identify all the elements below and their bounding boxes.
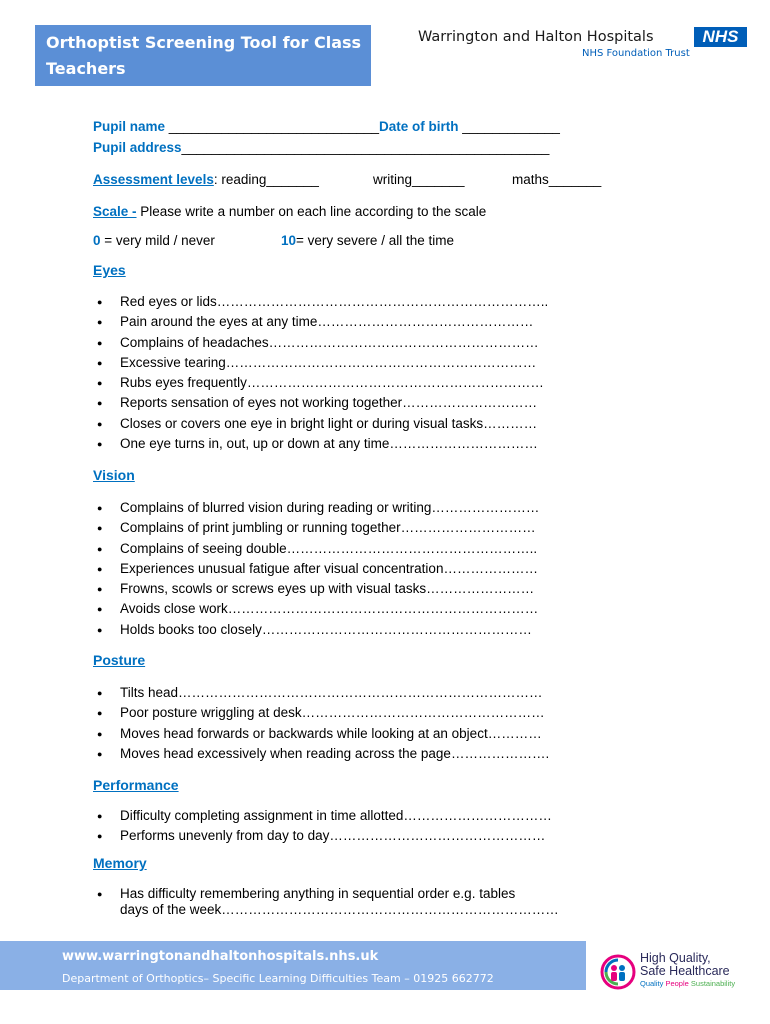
performance-list — [93, 806, 552, 847]
quality-logo-icon — [600, 954, 636, 990]
vision-item-text: Complains of blurred vision during reading or writing…………………… — [120, 500, 540, 515]
bullet-icon: ● — [97, 604, 103, 615]
badge-tag-people: People — [665, 979, 689, 988]
pupil-address-field[interactable]: _________________________________________________ — [181, 140, 550, 155]
assessment-row — [93, 172, 319, 187]
bullet-icon: ● — [97, 398, 103, 409]
reading-field[interactable]: reading_______ — [217, 172, 319, 187]
vision-item[interactable] — [93, 579, 539, 599]
posture-list — [93, 683, 549, 764]
section-heading-vision: Vision — [93, 467, 135, 483]
scale-text: Please write a number on each line according to the scale — [136, 204, 487, 219]
eyes-item-text: Reports sensation of eyes not working together………………………… — [120, 395, 538, 411]
memory-item-continuation[interactable]: days of the week………………………………………………………………… — [120, 902, 559, 917]
nhs-logo: NHS — [694, 27, 747, 47]
eyes-item[interactable] — [93, 333, 548, 353]
vision-item[interactable] — [93, 518, 539, 538]
assessment-label: Assessment levels — [93, 172, 214, 187]
pupil-name-row — [93, 119, 560, 134]
footer-bar — [0, 941, 586, 990]
org-trust: NHS Foundation Trust — [582, 48, 690, 59]
bullet-icon: ● — [97, 563, 103, 574]
posture-item-text: Moves head forwards or backwards while looking at an object………… — [120, 725, 542, 741]
vision-item[interactable] — [93, 620, 539, 640]
vision-item-text: Experiences unusual fatigue after visual concentration………………… — [120, 560, 538, 576]
badge-line-1: High Quality, — [640, 951, 711, 965]
performance-item-text: Difficulty completing assignment in time allotted…………………………… — [120, 808, 552, 823]
quality-badge — [600, 951, 750, 991]
posture-item[interactable] — [93, 703, 549, 723]
section-heading-posture: Posture — [93, 652, 146, 668]
posture-item-text: Poor posture wriggling at desk……………………………………………… — [120, 705, 545, 721]
pupil-address-row — [93, 140, 549, 155]
scale-max-number: 10 — [281, 233, 297, 248]
bullet-icon: ● — [97, 297, 103, 307]
section-heading-memory: Memory — [93, 855, 147, 871]
bullet-icon: ● — [97, 688, 103, 698]
dob-field[interactable]: _____________ — [458, 119, 560, 134]
scale-min-number: 0 — [93, 233, 101, 248]
pupil-name-field[interactable]: ____________________________ — [165, 119, 379, 134]
dob-label: Date of birth — [379, 119, 459, 134]
bullet-icon: ● — [97, 584, 103, 595]
pupil-name-label: Pupil name — [93, 119, 166, 134]
scale-max-text: = very severe / all the time — [296, 233, 454, 248]
section-heading-eyes: Eyes — [93, 262, 126, 278]
eyes-item-text: Pain around the eyes at any time………………………………………… — [120, 314, 534, 330]
vision-item[interactable] — [93, 559, 539, 579]
posture-item[interactable] — [93, 744, 549, 764]
badge-tag-quality: Quality — [640, 979, 664, 988]
vision-item[interactable] — [93, 599, 539, 619]
title-line-1: Orthoptist Screening Tool for Class — [46, 33, 362, 52]
bullet-icon: ● — [97, 748, 103, 759]
badge-tagline — [640, 979, 735, 988]
assessment-colon: : — [213, 172, 218, 187]
scale-row — [93, 204, 486, 219]
scale-min-text: = very mild / never — [100, 233, 215, 248]
bullet-icon: ● — [97, 728, 103, 739]
eyes-item-text: Closes or covers one eye in bright light or during visual tasks………… — [120, 415, 538, 431]
bullet-icon: ● — [97, 831, 103, 842]
posture-item-text: Moves head excessively when reading across the page…………………. — [120, 745, 550, 761]
badge-tag-sustainability: Sustainability — [690, 979, 736, 988]
bullet-icon: ● — [97, 543, 103, 554]
vision-item-text: Avoids close work…………………………………………………………… — [120, 601, 539, 617]
badge-line-2: Safe Healthcare — [640, 964, 730, 978]
bullet-icon: ● — [97, 357, 103, 368]
performance-item-text: Performs unevenly from day to day………………………………………… — [120, 828, 546, 844]
maths-field[interactable]: maths_______ — [512, 172, 602, 187]
footer-url[interactable]: www.warringtonandhaltonhospitals.nhs.uk — [62, 949, 379, 964]
eyes-item[interactable] — [93, 292, 548, 312]
pupil-address-label: Pupil address — [93, 140, 182, 155]
bullet-icon: ● — [97, 523, 103, 534]
eyes-item[interactable] — [93, 414, 548, 434]
posture-item[interactable] — [93, 724, 549, 744]
memory-item-text: Has difficulty remembering anything in sequential order e.g. tables — [120, 886, 516, 901]
eyes-item[interactable] — [93, 434, 548, 454]
posture-item-text: Tilts head……………………………………………………………………… — [120, 685, 543, 700]
vision-item-text: Frowns, scowls or screws eyes up with visual tasks…………………… — [120, 581, 535, 597]
eyes-item[interactable] — [93, 312, 548, 332]
document-title — [35, 25, 371, 86]
eyes-item-text: Complains of headaches…………………………………………………… — [120, 334, 539, 350]
scale-label: Scale - — [93, 204, 137, 219]
writing-field[interactable]: writing_______ — [373, 172, 465, 187]
bullet-icon: ● — [97, 378, 103, 389]
bullet-icon: ● — [97, 889, 103, 899]
eyes-item-text: Red eyes or lids……………………………………………………………….. — [120, 294, 549, 309]
org-name: Warrington and Halton Hospitals — [418, 29, 654, 45]
posture-item[interactable] — [93, 683, 549, 703]
vision-item[interactable] — [93, 539, 539, 559]
eyes-list — [93, 292, 548, 454]
vision-item-text: Complains of seeing double……………………………………………….. — [120, 540, 538, 556]
bullet-icon: ● — [97, 337, 103, 348]
scale-max — [281, 233, 454, 248]
eyes-item[interactable] — [93, 373, 548, 393]
bullet-icon: ● — [97, 418, 103, 429]
vision-item[interactable] — [93, 498, 539, 518]
eyes-item-text: Rubs eyes frequently………………………………………………………… — [120, 375, 544, 391]
bullet-icon: ● — [97, 439, 103, 450]
section-heading-performance: Performance — [93, 777, 179, 793]
bullet-icon: ● — [97, 811, 103, 821]
eyes-item-text: One eye turns in, out, up or down at any time…………………………… — [120, 436, 538, 452]
bullet-icon: ● — [97, 503, 103, 513]
scale-min — [93, 233, 215, 248]
bullet-icon: ● — [97, 624, 103, 635]
eyes-item[interactable] — [93, 353, 548, 373]
bullet-icon: ● — [97, 708, 103, 719]
eyes-item-text: Excessive tearing…………………………………………………………… — [120, 354, 537, 370]
vision-item-text: Complains of print jumbling or running together………………………… — [120, 520, 536, 536]
title-line-2: Teachers — [46, 59, 126, 78]
vision-item-text: Holds books too closely…………………………………………………… — [120, 621, 532, 637]
bullet-icon: ● — [97, 317, 103, 328]
vision-list — [93, 498, 539, 640]
performance-item[interactable] — [93, 806, 552, 826]
footer-department: Department of Orthoptics– Specific Learning Difficulties Team – 01925 662772 — [62, 972, 494, 985]
performance-item[interactable] — [93, 826, 552, 846]
eyes-item[interactable] — [93, 393, 548, 413]
